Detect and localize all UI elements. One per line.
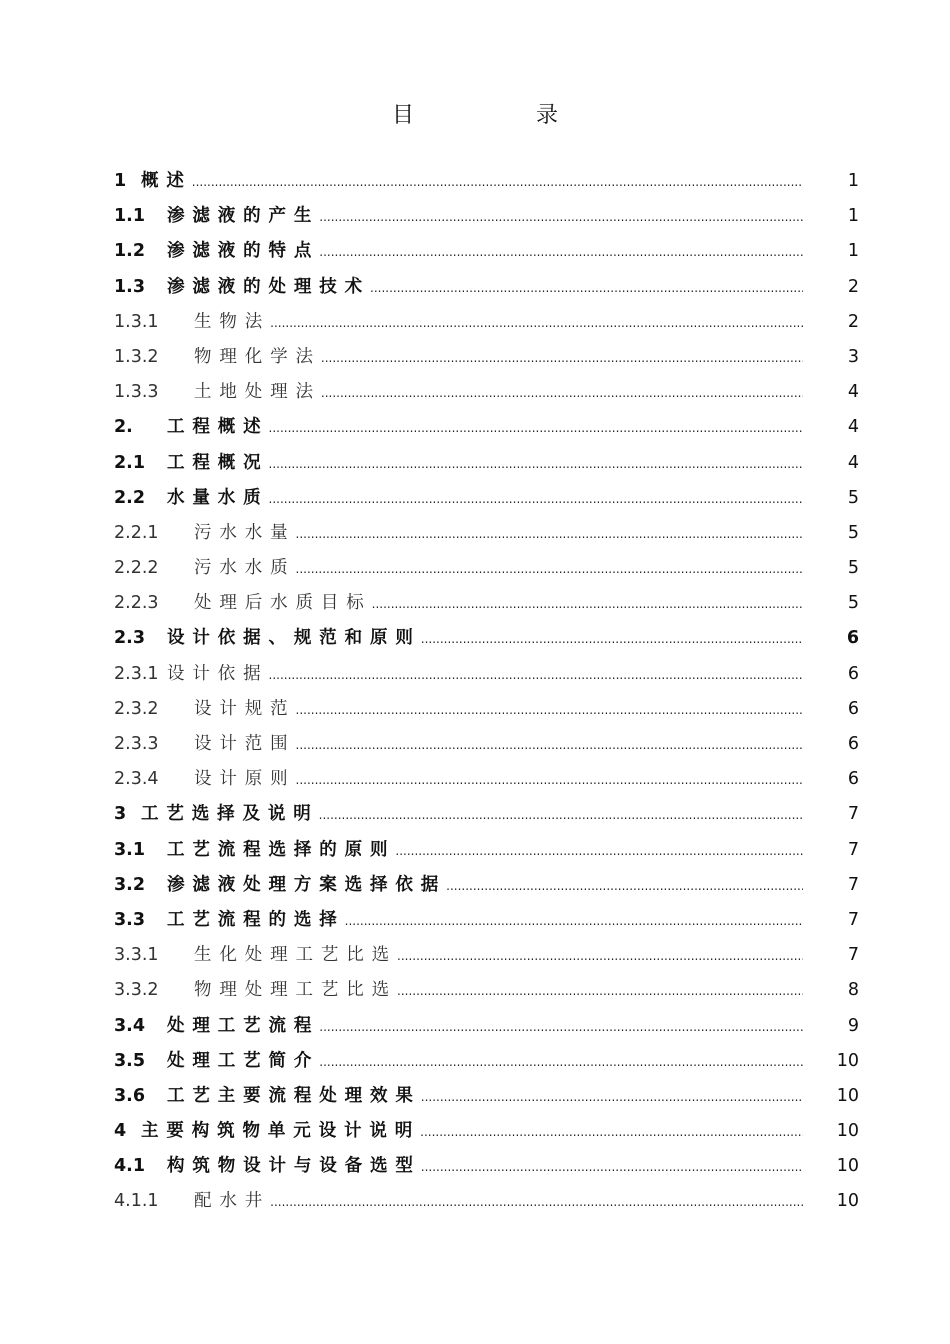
toc-leader-dots <box>270 316 803 330</box>
toc-entry[interactable] <box>114 554 859 589</box>
toc-entry[interactable] <box>114 1012 859 1047</box>
toc-leader-dots <box>319 1020 803 1034</box>
toc-entry-number: 3 <box>114 804 127 825</box>
toc-entry-title: 设计范围 <box>194 734 296 754</box>
toc-entry-number: 1.3.2 <box>114 346 159 367</box>
toc-entry-title: 生物法 <box>194 311 271 332</box>
toc-leader-dots <box>370 281 803 295</box>
toc-entry-page: 2 <box>847 311 859 332</box>
toc-entry-title: 处理工艺流程 <box>167 1015 320 1036</box>
toc-entry-title: 渗滤液处理方案选择依据 <box>167 874 447 895</box>
toc-entry[interactable] <box>114 308 859 343</box>
toc-entry-number: 3.4 <box>114 1015 146 1036</box>
toc-entry-page: 1 <box>847 241 859 262</box>
toc-entry[interactable] <box>114 941 859 976</box>
toc-leader-dots <box>319 808 803 822</box>
toc-entry-title: 生化处理工艺比选 <box>194 945 397 966</box>
toc-entry-page: 7 <box>847 945 859 966</box>
toc-entry[interactable] <box>114 449 859 484</box>
toc-leader-dots <box>397 949 803 963</box>
toc-entry-page: 10 <box>836 1050 859 1071</box>
toc-leader-dots <box>345 914 803 928</box>
title-char-lu: 录 <box>536 103 559 128</box>
toc-leader-dots <box>269 668 804 682</box>
toc-entry-page: 7 <box>847 874 859 895</box>
toc-entry-page: 4 <box>847 452 859 473</box>
toc-entry-number: 3.1 <box>114 839 146 860</box>
toc-entry-title: 污水水量 <box>194 522 296 543</box>
toc-entry[interactable] <box>114 519 859 554</box>
toc-entry-title: 工艺流程选择的原则 <box>167 839 396 860</box>
toc-entry-page: 10 <box>836 1085 859 1106</box>
toc-entry-number: 3.3.1 <box>114 945 159 966</box>
toc-entry-title: 配水井 <box>194 1191 271 1212</box>
toc-entry-title: 工程概况 <box>167 452 269 473</box>
toc-entry-title: 渗滤液的特点 <box>167 241 320 262</box>
toc-entry-page: 1 <box>847 171 859 191</box>
toc-entry-title: 污水水质 <box>194 558 296 579</box>
toc-entry[interactable] <box>114 906 859 941</box>
toc-entry[interactable] <box>114 237 859 272</box>
toc-leader-dots <box>321 386 803 400</box>
toc-entry-number: 3.2 <box>114 874 146 895</box>
toc-entry-page: 10 <box>836 1156 859 1177</box>
toc-leader-dots <box>296 738 804 752</box>
toc-entry-page: 3 <box>847 346 859 367</box>
toc-entry-number: 2. <box>114 417 133 438</box>
toc-entry-number: 1.2 <box>114 241 146 262</box>
table-of-contents <box>114 167 859 1223</box>
toc-entry[interactable] <box>114 871 859 906</box>
toc-entry-title: 物理处理工艺比选 <box>194 980 397 1001</box>
toc-entry-number: 1.3.3 <box>114 382 159 403</box>
toc-entry[interactable] <box>114 1117 859 1152</box>
toc-entry[interactable] <box>114 167 859 202</box>
toc-entry-title: 渗滤液的处理技术 <box>167 276 370 297</box>
toc-entry[interactable] <box>114 1187 859 1222</box>
toc-leader-dots <box>296 703 804 717</box>
toc-entry-title: 构筑物设计与设备选型 <box>167 1156 421 1177</box>
toc-leader-dots <box>192 175 803 189</box>
toc-entry[interactable] <box>114 273 859 308</box>
toc-entry[interactable] <box>114 484 859 519</box>
toc-entry-number: 1.3 <box>114 276 146 297</box>
toc-entry-number: 2.2 <box>114 487 146 508</box>
toc-entry-page: 6 <box>847 663 859 684</box>
toc-entry-title: 设计依据 <box>167 663 269 684</box>
toc-entry-page: 7 <box>847 909 859 930</box>
toc-leader-dots <box>421 1160 803 1174</box>
toc-entry[interactable] <box>114 1152 859 1187</box>
toc-entry-title: 工艺流程的选择 <box>167 909 345 930</box>
title-char-mu: 目 <box>391 103 414 128</box>
toc-entry-title: 物理化学法 <box>194 346 321 367</box>
toc-entry[interactable] <box>114 202 859 237</box>
toc-entry-number: 2.1 <box>114 452 146 473</box>
toc-leader-dots <box>269 492 804 506</box>
toc-entry-number: 2.2.1 <box>114 522 159 543</box>
toc-entry-page: 5 <box>847 487 859 508</box>
toc-entry-number: 2.3.3 <box>114 734 159 754</box>
toc-entry-title: 设计规范 <box>194 698 296 719</box>
toc-entry-page: 5 <box>847 558 859 579</box>
toc-entry-page: 7 <box>847 804 859 825</box>
toc-leader-dots <box>421 632 803 646</box>
toc-entry-title: 概述 <box>141 171 192 191</box>
toc-entry-number: 2.3.2 <box>114 698 159 719</box>
toc-entry-page: 10 <box>836 1121 859 1142</box>
toc-entry-title: 工程概述 <box>167 417 269 438</box>
toc-entry-page: 4 <box>847 382 859 403</box>
toc-entry-page: 6 <box>847 769 859 790</box>
toc-entry-title: 设计原则 <box>194 769 296 790</box>
toc-entry[interactable] <box>114 730 859 765</box>
toc-leader-dots <box>296 773 804 787</box>
toc-entry-number: 2.3 <box>114 628 146 649</box>
toc-entry-page: 1 <box>847 206 859 227</box>
toc-entry[interactable] <box>114 413 859 448</box>
toc-entry-page: 6 <box>846 628 859 649</box>
toc-entry[interactable] <box>114 1082 859 1117</box>
toc-entry-number: 4.1 <box>114 1156 146 1177</box>
toc-entry-number: 2.2.3 <box>114 593 159 614</box>
toc-entry-number: 2.2.2 <box>114 558 159 579</box>
toc-entry[interactable] <box>114 343 859 378</box>
toc-leader-dots <box>420 1125 803 1139</box>
toc-leader-dots <box>269 421 804 435</box>
toc-entry-title: 主要构筑物单元设计说明 <box>141 1121 421 1142</box>
toc-entry[interactable] <box>114 765 859 800</box>
toc-entry[interactable] <box>114 1047 859 1082</box>
toc-entry-number: 1.1 <box>114 206 146 227</box>
toc-entry[interactable] <box>114 589 859 624</box>
toc-entry[interactable] <box>114 800 859 835</box>
toc-entry[interactable] <box>114 976 859 1011</box>
toc-leader-dots <box>421 1090 803 1104</box>
toc-leader-dots <box>270 1195 803 1209</box>
toc-entry[interactable] <box>114 660 859 695</box>
toc-entry-page: 5 <box>847 593 859 614</box>
toc-entry-number: 2.3.1 <box>114 663 159 684</box>
toc-leader-dots <box>372 597 803 611</box>
toc-leader-dots <box>319 245 803 259</box>
toc-leader-dots <box>446 879 803 893</box>
toc-entry-number: 3.3.2 <box>114 980 159 1001</box>
toc-entry-number: 3.3 <box>114 909 146 930</box>
toc-entry-number: 3.5 <box>114 1050 146 1071</box>
page-title <box>0 98 950 129</box>
toc-entry-title: 渗滤液的产生 <box>167 206 320 227</box>
toc-leader-dots <box>319 1055 803 1069</box>
toc-leader-dots <box>397 984 803 998</box>
toc-entry-page: 4 <box>847 417 859 438</box>
toc-leader-dots <box>296 527 804 541</box>
toc-leader-dots <box>296 562 804 576</box>
toc-leader-dots <box>321 351 803 365</box>
toc-leader-dots <box>395 844 803 858</box>
toc-entry-number: 4.1.1 <box>114 1191 159 1212</box>
toc-entry-number: 1.3.1 <box>114 311 159 332</box>
toc-entry-page: 7 <box>847 839 859 860</box>
toc-entry-page: 2 <box>847 276 859 297</box>
toc-entry-page: 5 <box>847 522 859 543</box>
toc-entry-page: 6 <box>847 698 859 719</box>
toc-entry-title: 处理工艺简介 <box>167 1050 320 1071</box>
toc-entry-title: 处理后水质目标 <box>194 593 372 614</box>
toc-leader-dots <box>319 210 803 224</box>
toc-entry-title: 水量水质 <box>167 487 269 508</box>
toc-entry-title: 设计依据、规范和原则 <box>167 628 421 649</box>
toc-entry-title: 工艺主要流程处理效果 <box>167 1085 421 1106</box>
toc-entry-page: 6 <box>847 734 859 754</box>
toc-entry[interactable] <box>114 836 859 871</box>
toc-entry-title: 土地处理法 <box>194 382 321 403</box>
toc-entry-number: 3.6 <box>114 1085 146 1106</box>
toc-entry-page: 9 <box>847 1015 859 1036</box>
toc-entry-page: 8 <box>847 980 859 1001</box>
toc-entry-page: 10 <box>836 1191 859 1212</box>
toc-entry-title: 工艺选择及说明 <box>141 804 319 825</box>
toc-entry[interactable] <box>114 695 859 730</box>
toc-entry[interactable] <box>114 624 859 659</box>
toc-leader-dots <box>269 457 804 471</box>
toc-entry-number: 1 <box>114 171 127 191</box>
toc-entry[interactable] <box>114 378 859 413</box>
toc-entry-number: 4 <box>114 1121 127 1142</box>
toc-entry-number: 2.3.4 <box>114 769 159 790</box>
